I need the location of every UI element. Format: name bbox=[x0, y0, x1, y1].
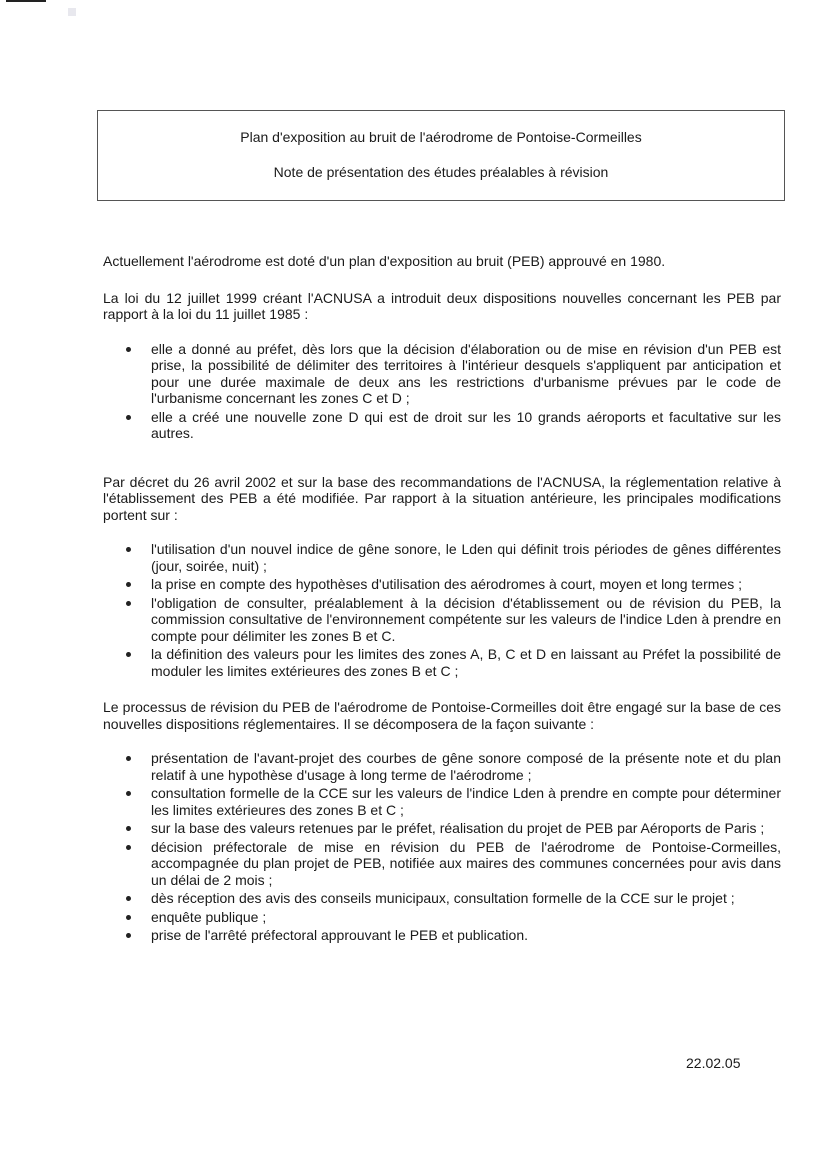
section2-paragraph: Par décret du 26 avril 2002 et sur la base des recommandations de l'ACNUSA, la réglementation relative à l'établissement des PEB a été modifiée. Par rapport à la situation antérieure, les principales modifications portent sur : bbox=[103, 473, 781, 523]
section3-paragraph: Le processus de révision du PEB de l'aérodrome de Pontoise-Cormeilles doit être engagé sur la base de ces nouvelles dispositions réglementaires. Il se décomposera de la façon suivante : bbox=[103, 699, 781, 732]
list-item: la définition des valeurs pour les limites des zones A, B, C et D en laissant au Préfet la possibilité de moduler les limites extérieures des zones B et C ; bbox=[151, 646, 781, 679]
title-box bbox=[97, 110, 785, 201]
scan-artifact-dot bbox=[68, 8, 76, 16]
list-item: sur la base des valeurs retenues par le préfet, réalisation du projet de PEB par Aéroports de Paris ; bbox=[151, 820, 781, 837]
list-item: présentation de l'avant-projet des courbes de gêne sonore composé de la présente note et du plan relatif à une hypothèse d'usage à long terme de l'aérodrome ; bbox=[151, 750, 781, 783]
document-subtitle: Note de présentation des études préalables à révision bbox=[273, 164, 609, 180]
intro-paragraph: Actuellement l'aérodrome est doté d'un plan d'exposition au bruit (PEB) approuvé en 1980. bbox=[103, 253, 666, 269]
list-item: prise de l'arrêté préfectoral approuvant le PEB et publication. bbox=[151, 927, 781, 944]
list-item: l'utilisation d'un nouvel indice de gêne sonore, le Lden qui définit trois périodes de gênes différentes (jour, soirée, nuit) ; bbox=[151, 541, 781, 574]
list-item: elle a créé une nouvelle zone D qui est de droit sur les 10 grands aéroports et facultative sur les autres. bbox=[151, 408, 781, 441]
list-item: décision préfectorale de mise en révision du PEB de l'aérodrome de Pontoise-Cormeilles, accompagnée du plan projet de PEB, notifiée aux maires des communes concernées pour avis dans un délai de 2 mois ; bbox=[151, 838, 781, 888]
section2-list bbox=[103, 541, 781, 679]
section1-paragraph: La loi du 12 juillet 1999 créant l'ACNUSA a introduit deux dispositions nouvelles concernant les PEB par rapport à la loi du 11 juillet 1985 : bbox=[103, 289, 781, 322]
document-body bbox=[103, 253, 781, 964]
list-item: dès réception des avis des conseils municipaux, consultation formelle de la CCE sur le projet ; bbox=[151, 890, 781, 907]
list-item: enquête publique ; bbox=[151, 909, 781, 926]
scan-artifact-line bbox=[6, 0, 46, 2]
list-item: consultation formelle de la CCE sur les valeurs de l'indice Lden à prendre en compte pour déterminer les limites extérieures des zones B et C ; bbox=[151, 785, 781, 818]
list-item: la prise en compte des hypothèses d'utilisation des aérodromes à court, moyen et long termes ; bbox=[151, 576, 781, 593]
list-item: elle a donné au préfet, dès lors que la décision d'élaboration ou de mise en révision d'un PEB est prise, la possibilité de délimiter des territoires à l'intérieur desquels s'appliquent par anticipation et pour une durée maximale de deux ans les restrictions d'urbanisme prévues par le code de l'urbanisme concernant les zones C et D ; bbox=[151, 340, 781, 406]
section1-list bbox=[103, 341, 781, 442]
section3-list bbox=[103, 750, 781, 944]
list-item: l'obligation de consulter, préalablement à la décision d'établissement ou de révision du PEB, la commission consultative de l'environnement compétente sur les valeurs de l'indice Lden à prendre en compte pour délimiter les zones B et C. bbox=[151, 594, 781, 644]
document-date: 22.02.05 bbox=[686, 1055, 741, 1071]
document-title: Plan d'exposition au bruit de l'aérodrome de Pontoise-Cormeilles bbox=[240, 129, 642, 145]
